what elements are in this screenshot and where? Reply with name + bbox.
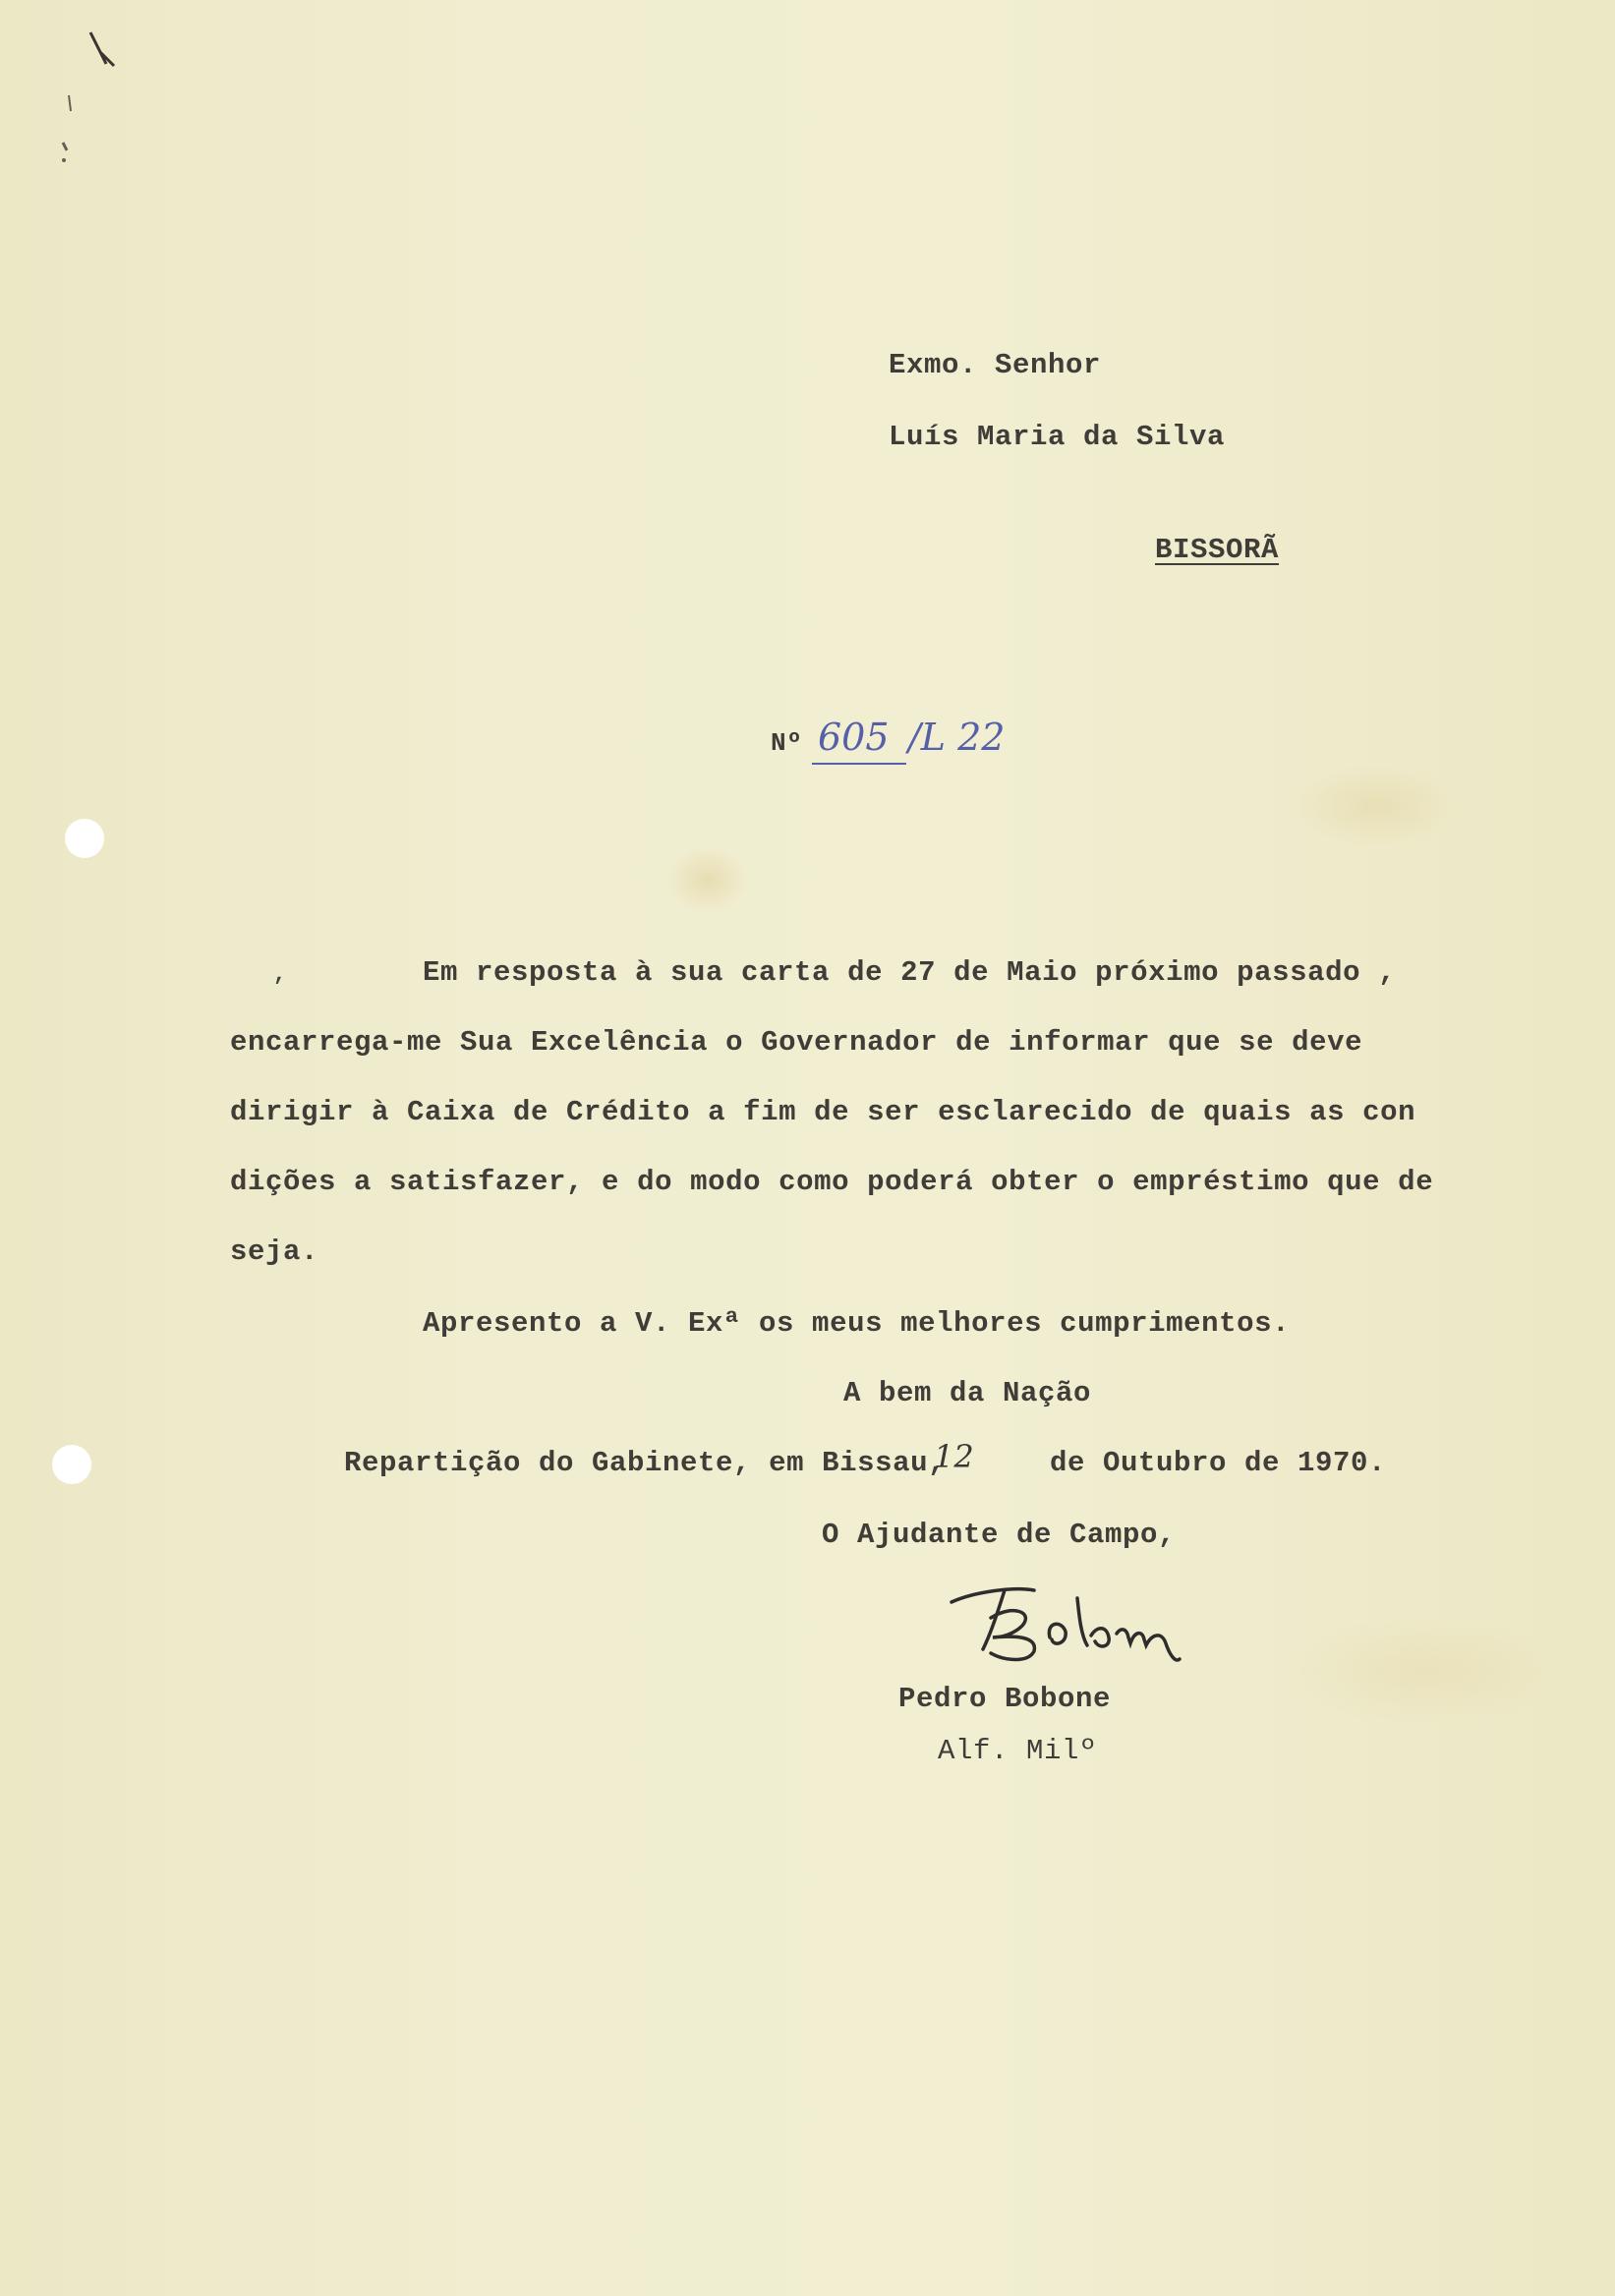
margin-marks [49, 25, 128, 182]
body-line-1: Em resposta à sua carta de 27 de Maio próximo passado , [423, 956, 1397, 989]
body-line-3: dirigir à Caixa de Crédito a fim de ser esclarecido de quais as con [230, 1096, 1416, 1128]
margin-tick: , [273, 962, 287, 987]
reference-number: 605 [818, 716, 890, 759]
addressee-name: Luís Maria da Silva [889, 421, 1226, 453]
signatory-name: Pedro Bobone [898, 1683, 1112, 1715]
handwritten-signature [944, 1573, 1199, 1681]
salutation: Exmo. Senhor [889, 349, 1102, 381]
punch-hole-upper [65, 819, 104, 858]
date-day: 12 [934, 1438, 974, 1475]
date-line-suffix: de Outubro de 1970. [1050, 1447, 1387, 1479]
body-line-2: encarrega-me Sua Excelência o Governador de informar que se deve [230, 1026, 1363, 1059]
reference-prefix: Nº [771, 728, 803, 758]
signatory-role: O Ajudante de Campo, [822, 1519, 1177, 1551]
body-line-5: seja. [230, 1235, 319, 1268]
punch-hole-lower [52, 1445, 91, 1484]
addressee-place: BISSORÃ [1155, 534, 1280, 566]
reference-underline [812, 763, 906, 765]
reference-handwritten: /L 22 [908, 716, 1006, 759]
body-line-4: dições a satisfazer, e do modo como poderá obter o empréstimo que de [230, 1166, 1434, 1198]
closing: Apresento a V. Exª os meus melhores cumprimentos. [423, 1307, 1291, 1340]
signatory-rank: Alf. Milº [938, 1735, 1098, 1767]
date-line-prefix: Repartição do Gabinete, em Bissau, [344, 1447, 947, 1479]
motto: A bem da Nação [843, 1377, 1092, 1409]
